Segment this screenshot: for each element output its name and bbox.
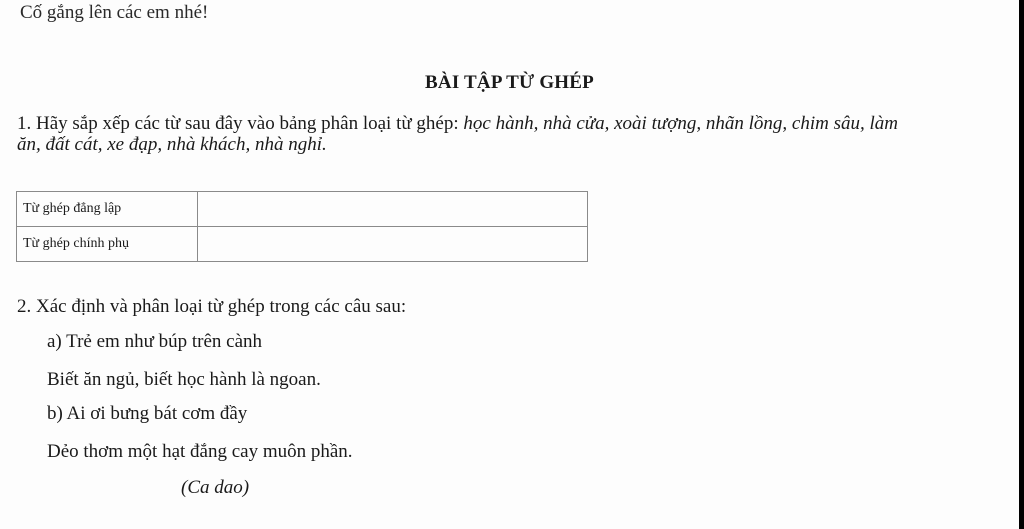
exercise2-prompt: 2. Xác định và phân loại từ ghép trong các câu sau:	[17, 296, 407, 317]
table-row	[17, 192, 588, 227]
exercise1-prompt	[17, 113, 898, 135]
exercise1-words-line2: ăn, đất cát, xe đạp, nhà khách, nhà nghỉ.	[17, 134, 327, 155]
page-title: BÀI TẬP TỪ GHÉP	[425, 72, 594, 93]
answer-cell-subordinate-compound[interactable]	[198, 227, 588, 262]
classification-table	[16, 191, 588, 262]
table-row	[17, 227, 588, 262]
exercise1-words-line1: học hành, nhà cửa, xoài tượng, nhãn lồng, chim sâu, làm	[463, 113, 898, 134]
poem-line-b1: b) Ai ơi bưng bát cơm đầy	[47, 403, 248, 424]
encouragement-text: Cố gắng lên các em nhé!	[20, 2, 209, 23]
poem-source: (Ca dao)	[181, 477, 250, 498]
row-label-coordinate-compound: Từ ghép đẳng lập	[17, 192, 198, 227]
row-label-subordinate-compound: Từ ghép chính phụ	[17, 227, 198, 262]
exercise1-instruction: 1. Hãy sắp xếp các từ sau đây vào bảng phân loại từ ghép:	[17, 113, 464, 134]
poem-line-a1: a) Trẻ em như búp trên cành	[47, 331, 263, 352]
screen-edge	[1019, 0, 1024, 529]
answer-cell-coordinate-compound[interactable]	[198, 192, 588, 227]
poem-line-b2: Dẻo thơm một hạt đắng cay muôn phần.	[47, 441, 353, 462]
poem-line-a2: Biết ăn ngủ, biết học hành là ngoan.	[47, 369, 321, 390]
